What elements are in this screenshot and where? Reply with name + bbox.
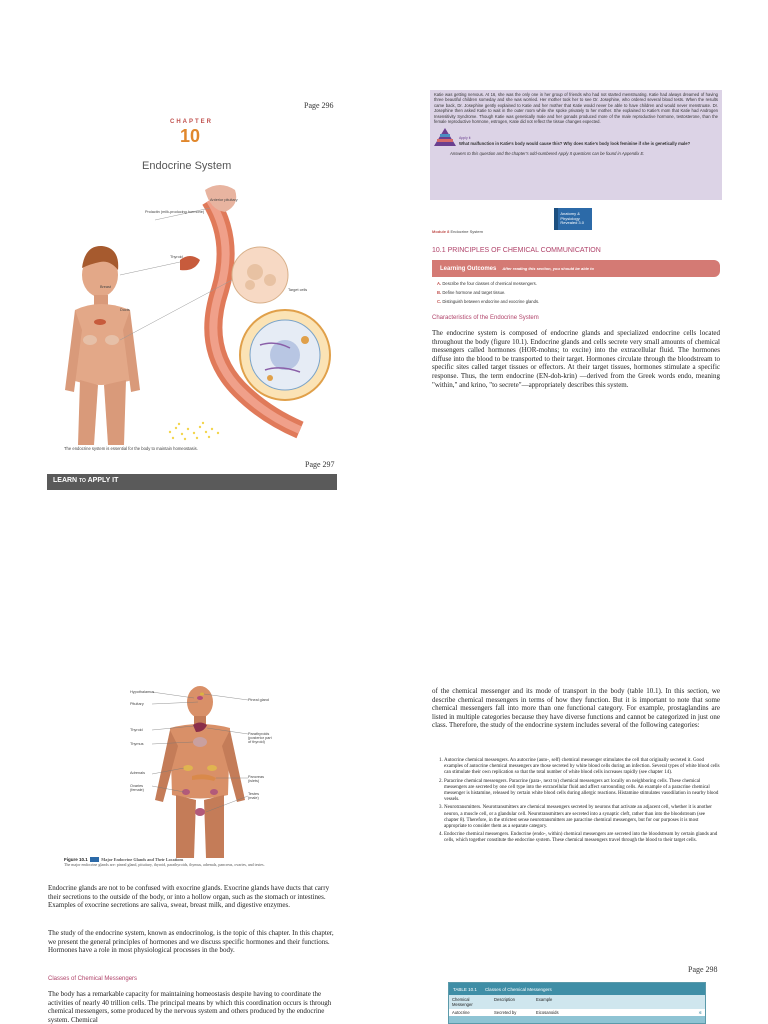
ap-badge-text: Anatomy & Physiology Revealed 3.0 — [560, 211, 584, 226]
figure-label: Figure 10.1 — [64, 857, 88, 862]
label-breast: Breast — [100, 285, 111, 289]
characteristics-paragraph: The endocrine system is composed of endocrine glands and specialized endocrine cells located throughout the body (figure 10.1). Endocrine glands and cells secrete very small amounts of chemical messengers called hormones (HOR-mohns; to excite) into the extracellular fluid. The hormones diffuse into the blood to be transported to their target. Hormones circulate through the bloodstream to specific sites called target tissues or effectors. At their target tissues, hormones stimulate a specific response. Thus, the term endocrine (EN-doh-krin) —derived from the Greek words endo, meaning "within," and krino, "to secrete"—appropriately describes this system. — [432, 329, 720, 389]
label-parathyroids: Parathyroids (posterior part of thyroid) — [248, 732, 272, 744]
learn-to-apply-it-bar — [47, 474, 337, 490]
table-header — [449, 983, 705, 995]
ap-logo-icon — [554, 208, 558, 230]
woman-figure — [65, 246, 140, 445]
apply-it-word: APPLY IT — [87, 477, 119, 484]
classes-heading: Classes of Chemical Messengers — [48, 976, 138, 982]
figure-subtitle: The major endocrine glands are: pineal gland, pituitary, thyroid, parathyroids, thymus, adrenals, pancreas, ovaries, and testes. — [64, 862, 265, 868]
apply-it-pyramid-icon — [434, 128, 456, 146]
label-hypothalamus: Hypothalamus — [130, 690, 155, 694]
learning-outcome-b: B. Define hormone and target tissue. — [437, 290, 506, 295]
story-text: Katie was getting nervous. At 16, she was the only one in her group of friends who had not started menstruating. Katie had always dreamed of having three beautiful children someday and she was worried. Her mother took her to see Dr. Josephine, who ordered several blood tests. When the results came back, Dr. Josephine gently explained to Katie and her mother that Katie would never be able to have children and would never menstruate. Dr. Josephine then asked Katie to wait in the outer room while she spoke privately to her mother. She explained to Katie's mom that Katie had Androgen Insensitivity Syndrome. Though Katie was genetically male and her gonads produced more of the male reproductive hormone, testosterone, than the female reproductive hormone, estrogen, Katie did not reflect the tissue changes expected. — [434, 92, 718, 125]
label-anterior-pituitary: Anterior pituitary — [210, 198, 238, 202]
opener-caption: The endocrine system is essential for the body to maintain homeostasis. — [64, 446, 198, 451]
table-title: Classes of Chemical Messengers — [484, 986, 552, 992]
cell-illustration-icon: ✲ — [698, 1010, 702, 1015]
table-column-headers — [449, 995, 705, 1009]
label-testes: Testes (male) — [248, 792, 259, 800]
apply-it-story-box — [430, 90, 722, 200]
learning-outcome-c: C. Distinguish between endocrine and exocrine glands. — [437, 299, 540, 304]
lo-hint: After reading this section, you should be able to — [502, 266, 594, 271]
characteristics-heading: Characteristics of the Endocrine System — [432, 315, 539, 321]
figure-10-1-caption — [64, 857, 344, 867]
table-10-1 — [448, 982, 706, 1024]
cell-messenger: Autocrine — [452, 1010, 470, 1015]
label-target-cells: Target cells — [288, 288, 308, 292]
classes-paragraph: The body has a remarkable capacity for maintaining homeostasis despite having to coordinate the activities of nearly 40 trillion cells. The principal means by which this coordination occurs is through chemical messengers, some produced by the nervous system and others produced by the endocrine system. Chemical — [48, 990, 332, 1024]
opener-illustration — [60, 180, 340, 445]
label-ducts: Ducts — [120, 308, 130, 312]
column-description: Description — [494, 997, 515, 1002]
endocrine-illustration-svg — [60, 180, 340, 445]
learning-outcome-a: A. Describe the four classes of chemical messengers. — [437, 281, 537, 286]
apply-it-label: Apply it — [459, 135, 471, 140]
anatomy-physiology-revealed-badge[interactable] — [554, 208, 592, 230]
figure-title: Major Endocrine Glands and Their Locations — [101, 857, 184, 862]
to-word: TO — [79, 478, 86, 484]
categories-intro-paragraph: of the chemical messenger and its mode of transport in the body (table 10.1). In this section, we describe chemical messengers in terms of how they function. But it is important to note that some chemical messengers fall into more than one functional category. For example, prostaglandins are listed in multiple categories because they have diverse functions and cannot be categorized in just one class. Therefore, the study of the endocrine system includes several of the following categories: — [432, 687, 720, 730]
page-number-298: Page 298 — [688, 965, 718, 974]
apply-it-question: What malfunction in Katie's body would cause this? Why does Katie's body look feminine if she is genetically male? — [459, 141, 691, 147]
label-prolactin: Prolactin (milk-producing hormone) — [145, 210, 205, 214]
label-thyroid-opener: Thyroid — [170, 255, 183, 259]
section-heading: 10.1 PRINCIPLES OF CHEMICAL COMMUNICATION — [432, 247, 601, 254]
exocrine-paragraph: Endocrine glands are not to be confused with exocrine glands. Exocrine glands have ducts that carry their secretions to the outside of the body, or into a hollow organ, such as the stomach or intestines. Examples of exocrine secretions are saliva, sweat, breast milk, and digestive enzymes. — [48, 884, 330, 910]
chapter-number: 10 — [180, 126, 201, 146]
cell-description: Secreted by — [494, 1010, 517, 1015]
learn-word: LEARN — [53, 477, 78, 484]
label-pituitary: Pituitary — [130, 702, 144, 706]
page-number-296: Page 296 — [304, 101, 334, 110]
label-adrenals: Adrenals — [130, 771, 145, 775]
table-row — [449, 1009, 705, 1016]
column-example: Example — [536, 997, 553, 1002]
list-item-paracrine: 2. Paracrine chemical messengers. Paracrine (para-, next to) chemical messengers act locally on neighboring cells. These chemical messengers are secreted by one cell type into the extracellular fluid and affect surrounding cells. An example of a paracrine chemical messenger is histamine, released by certain white blood cells during allergic reactions. Histamine stimulates vasodilation in nearby blood vessels. — [444, 779, 720, 804]
chapter-label: CHAPTER — [170, 119, 214, 125]
cell-example: Eicosanoids — [536, 1010, 559, 1015]
lo-title: Learning Outcomes — [440, 265, 497, 272]
label-ovaries: Ovaries (female) — [130, 784, 144, 792]
endocrinology-paragraph: The study of the endocrine system, known as endocrinolog, is the topic of this chapter. In this chapter, we present the general principles of hormones and we discuss specific hormones and their functions. Hormones have a role in most physiological processes in the body. — [48, 929, 334, 955]
label-thyroid: Thyroid — [130, 728, 143, 732]
list-item-endocrine: 4. Endocrine chemical messengers. Endocrine (endo-, within) chemical messengers are secreted into the bloodstream by certain glands and cells, which together constitute the endocrine system. These chemical messengers travel through the blood to their target cells. — [444, 832, 720, 844]
categories-list — [430, 758, 720, 847]
chapter-title: Endocrine System — [142, 160, 232, 172]
table-number: TABLE 10.1 — [453, 986, 477, 992]
learning-outcomes-bar — [432, 260, 720, 277]
label-pineal: Pineal gland — [248, 698, 269, 702]
answers-note: Answers to this question and the chapter's odd-numbered Apply It questions can be found in Appendix E. — [450, 151, 645, 157]
list-item-neurotransmitters: 3. Neurotransmitters. Neurotransmitters are chemical messengers secreted by neurons that activate an adjacent cell, whether it is another neuron, a muscle cell, or a glandular cell. Neurotransmitters are secreted into a synaptic cleft, rather than into the bloodstream (see chapter 8). Therefore, in the strictest sense neurotransmitters are paracrine chemical messengers, but for our purposes it is most appropriate to consider them as a separate category. — [444, 805, 720, 830]
module-line — [432, 229, 483, 234]
list-item-autocrine: 1. Autocrine chemical messengers. An autocrine (auto-, self) chemical messenger stimulates the cell that originally secreted it. Good examples of autocrine chemical messengers are those secreted by white blood cells during an infection. Several types of white blood cells can stimulate their own replication so that the total number of white blood cells increases rapidly (see chapter 14). — [444, 758, 720, 777]
module-name: Endocrine System — [450, 229, 483, 234]
label-thymus: Thymus — [130, 742, 144, 746]
body-glands-svg — [130, 680, 270, 858]
page-number-297: Page 297 — [305, 460, 335, 469]
module-label: Module 8 — [432, 229, 450, 234]
label-pancreas: Pancreas (islets) — [248, 775, 265, 783]
column-chemical-messenger: Chemical Messenger — [452, 997, 473, 1007]
figure-10-1-illustration — [130, 680, 270, 858]
